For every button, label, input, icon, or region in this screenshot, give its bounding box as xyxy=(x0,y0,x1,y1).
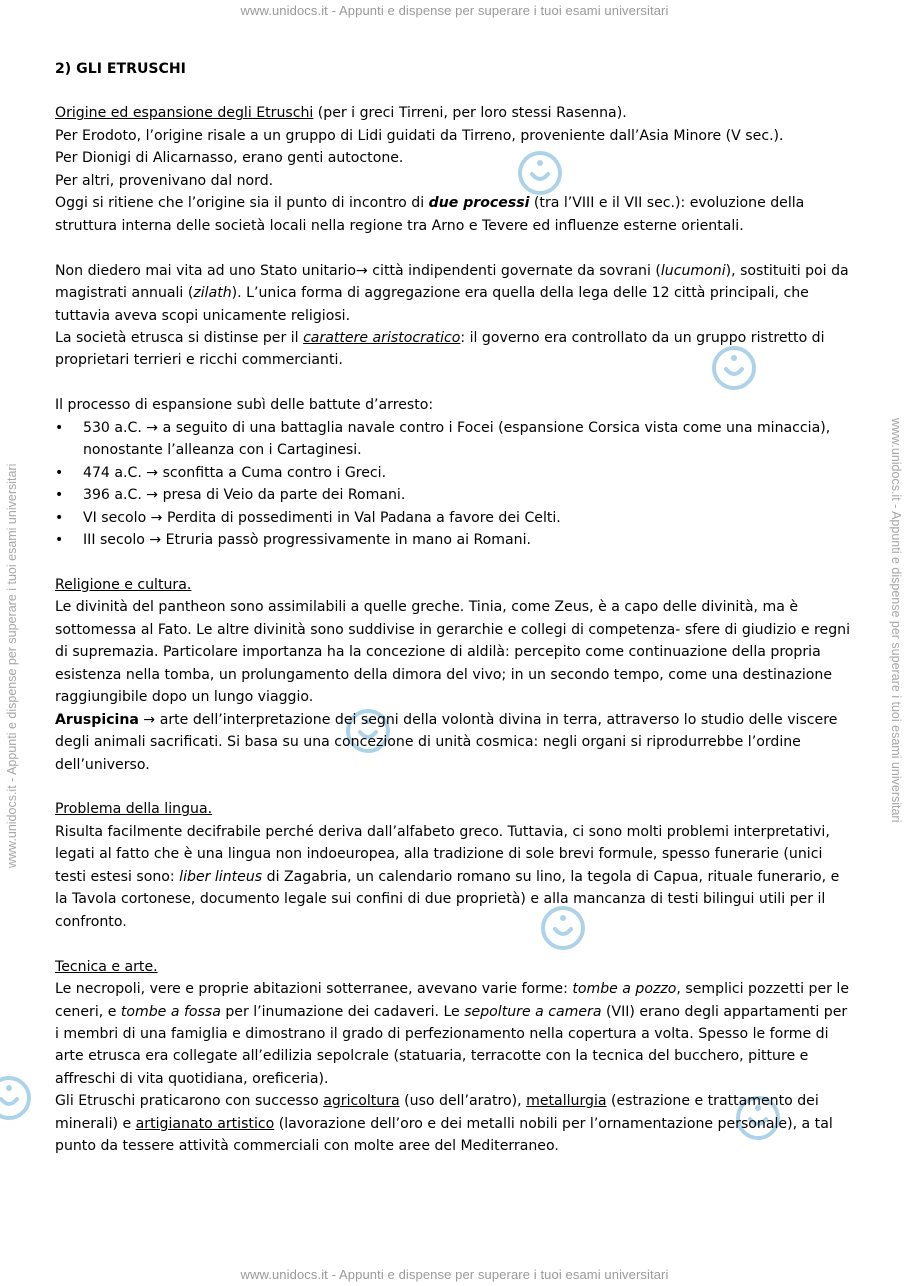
line-oggi: Oggi si ritiene che l’origine sia il punto di incontro di due processi (tra l’VIII e il VII sec.): evoluzione della struttura interna delle società locali nella regione tra Arno e Tevere ed influenze esterne orientali. xyxy=(55,195,805,234)
watermark-left: www.unidocs.it - Appunti e dispense per superare i tuoi esami universitari xyxy=(5,463,19,868)
line-erodoto: Per Erodoto, l’origine risale a un gruppo di Lidi guidati da Tirreno, proveniente dall’Asia Minore (V sec.). xyxy=(55,127,784,144)
list-arresti xyxy=(55,417,855,552)
list-item: • 474 a.C. → sconfitta a Cuma contro i Greci. xyxy=(55,462,855,484)
line-dionigi: Per Dionigi di Alicarnasso, erano genti autoctone. xyxy=(55,150,404,167)
paragraph-stato: Non diedero mai vita ad uno Stato unitario→ città indipendenti governate da sovrani (lucumoni), sostituiti poi da magistrati annuali (zilath). L’unica forma di aggregazione era quella della lega delle 12 città principali, che tuttavia aveva scopi unicamente religiosi. xyxy=(55,262,849,324)
heading-lingua: Problema della lingua. xyxy=(55,801,213,818)
paragraph-origins: Origine ed espansione degli Etruschi (per i greci Tirreni, per loro stessi Rasenna). xyxy=(55,105,627,122)
watermark-top: www.unidocs.it - Appunti e dispense per superare i tuoi esami universitari xyxy=(240,3,669,18)
paragraph-lingua: Risulta facilmente decifrabile perché deriva dall’alfabeto greco. Tuttavia, ci sono molti problemi interpretativi, legati al fatto che è una lingua non indoeuropea, alla tradizione di sole brevi formule, spesso funerarie (unici testi estesi sono: liber linteus di Zagabria, un calendario romano su lino, la tegola di Capua, rituale funerario, e la Tavola cortonese, documento legale sui confini di due proprietà) e alla mancanza di testi bilingui utili per il confronto. xyxy=(55,823,840,930)
paragraph-attivita: Gli Etruschi praticarono con successo agricoltura (uso dell’aratro), metallurgia (estrazione e trattamento dei minerali) e artigianato artistico (lavorazione dell’oro e dei metalli nobili per l’ornamentazione personale), a tal punto da tessere attività commerciali con molte aree del Mediterraneo. xyxy=(55,1093,833,1155)
watermark-right: www.unidocs.it - Appunti e dispense per superare i tuoi esami universitari xyxy=(889,418,903,823)
document-body xyxy=(55,58,855,1158)
unidocs-logo-icon xyxy=(0,1075,32,1121)
paragraph-aruspicina: Aruspicina → arte dell’interpretazione dei segni della volontà divina in terra, attraverso lo studio delle viscere degli animali sacrificati. Si basa su una concezione di unità cosmica: negli organi si riprodurrebbe l’ordine dell’universo. xyxy=(55,711,838,773)
section-title: 2) GLI ETRUSCHI xyxy=(55,61,186,77)
watermark-bottom: www.unidocs.it - Appunti e dispense per superare i tuoi esami universitari xyxy=(240,1267,669,1282)
heading-religione: Religione e cultura. xyxy=(55,576,192,593)
list-item: • 530 a.C. → a seguito di una battaglia navale contro i Focei (espansione Corsica vista come una minaccia), nonostante l’alleanza con i Cartaginesi. xyxy=(55,417,855,462)
paragraph-societa: La società etrusca si distinse per il carattere aristocratico: il governo era controllato da un gruppo ristretto di proprietari terrieri e ricchi commercianti. xyxy=(55,329,825,369)
paragraph-espansione: Il processo di espansione subì delle battute d’arresto: xyxy=(55,397,434,414)
heading-origins: Origine ed espansione degli Etruschi xyxy=(55,105,314,122)
paragraph-religione: Le divinità del pantheon sono assimilabili a quelle greche. Tinia, come Zeus, è a capo delle divinità, ma è sottomessa al Fato. Le altre divinità sono suddivise in gerarchie e collegi di competenza- sfere di giudizio e regni di supremazia. Particolare importanza ha la concezione di aldilà: percepito come continuazione della propria esistenza nella tomba, un prolungamento della dimora del vivo; in un secondo tempo, come una destinazione raggiungibile dopo un lungo viaggio. xyxy=(55,599,850,706)
heading-tecnica: Tecnica e arte. xyxy=(55,958,158,975)
list-item: • 396 a.C. → presa di Veio da parte dei Romani. xyxy=(55,484,855,506)
list-item: • VI secolo → Perdita di possedimenti in Val Padana a favore dei Celti. xyxy=(55,507,855,529)
list-item: • III secolo → Etruria passò progressivamente in mano ai Romani. xyxy=(55,529,855,551)
paragraph-necropoli: Le necropoli, vere e proprie abitazioni sotterranee, avevano varie forme: tombe a pozzo, semplici pozzetti per le ceneri, e tombe a fossa per l’inumazione dei cadaveri. Le sepolture a camera (VII) erano degli appartamenti per i membri di una famiglia e dimostrano il grado di perfezionamento nella copertura a volta. Spesso le forme di arte etrusca era collegate all’edilizia sepolcrale (statuaria, terracotte con la tecnica del bucchero, pitture e affreschi di vita quotidiana, oreficeria). xyxy=(55,981,850,1087)
line-altri: Per altri, provenivano dal nord. xyxy=(55,172,274,189)
